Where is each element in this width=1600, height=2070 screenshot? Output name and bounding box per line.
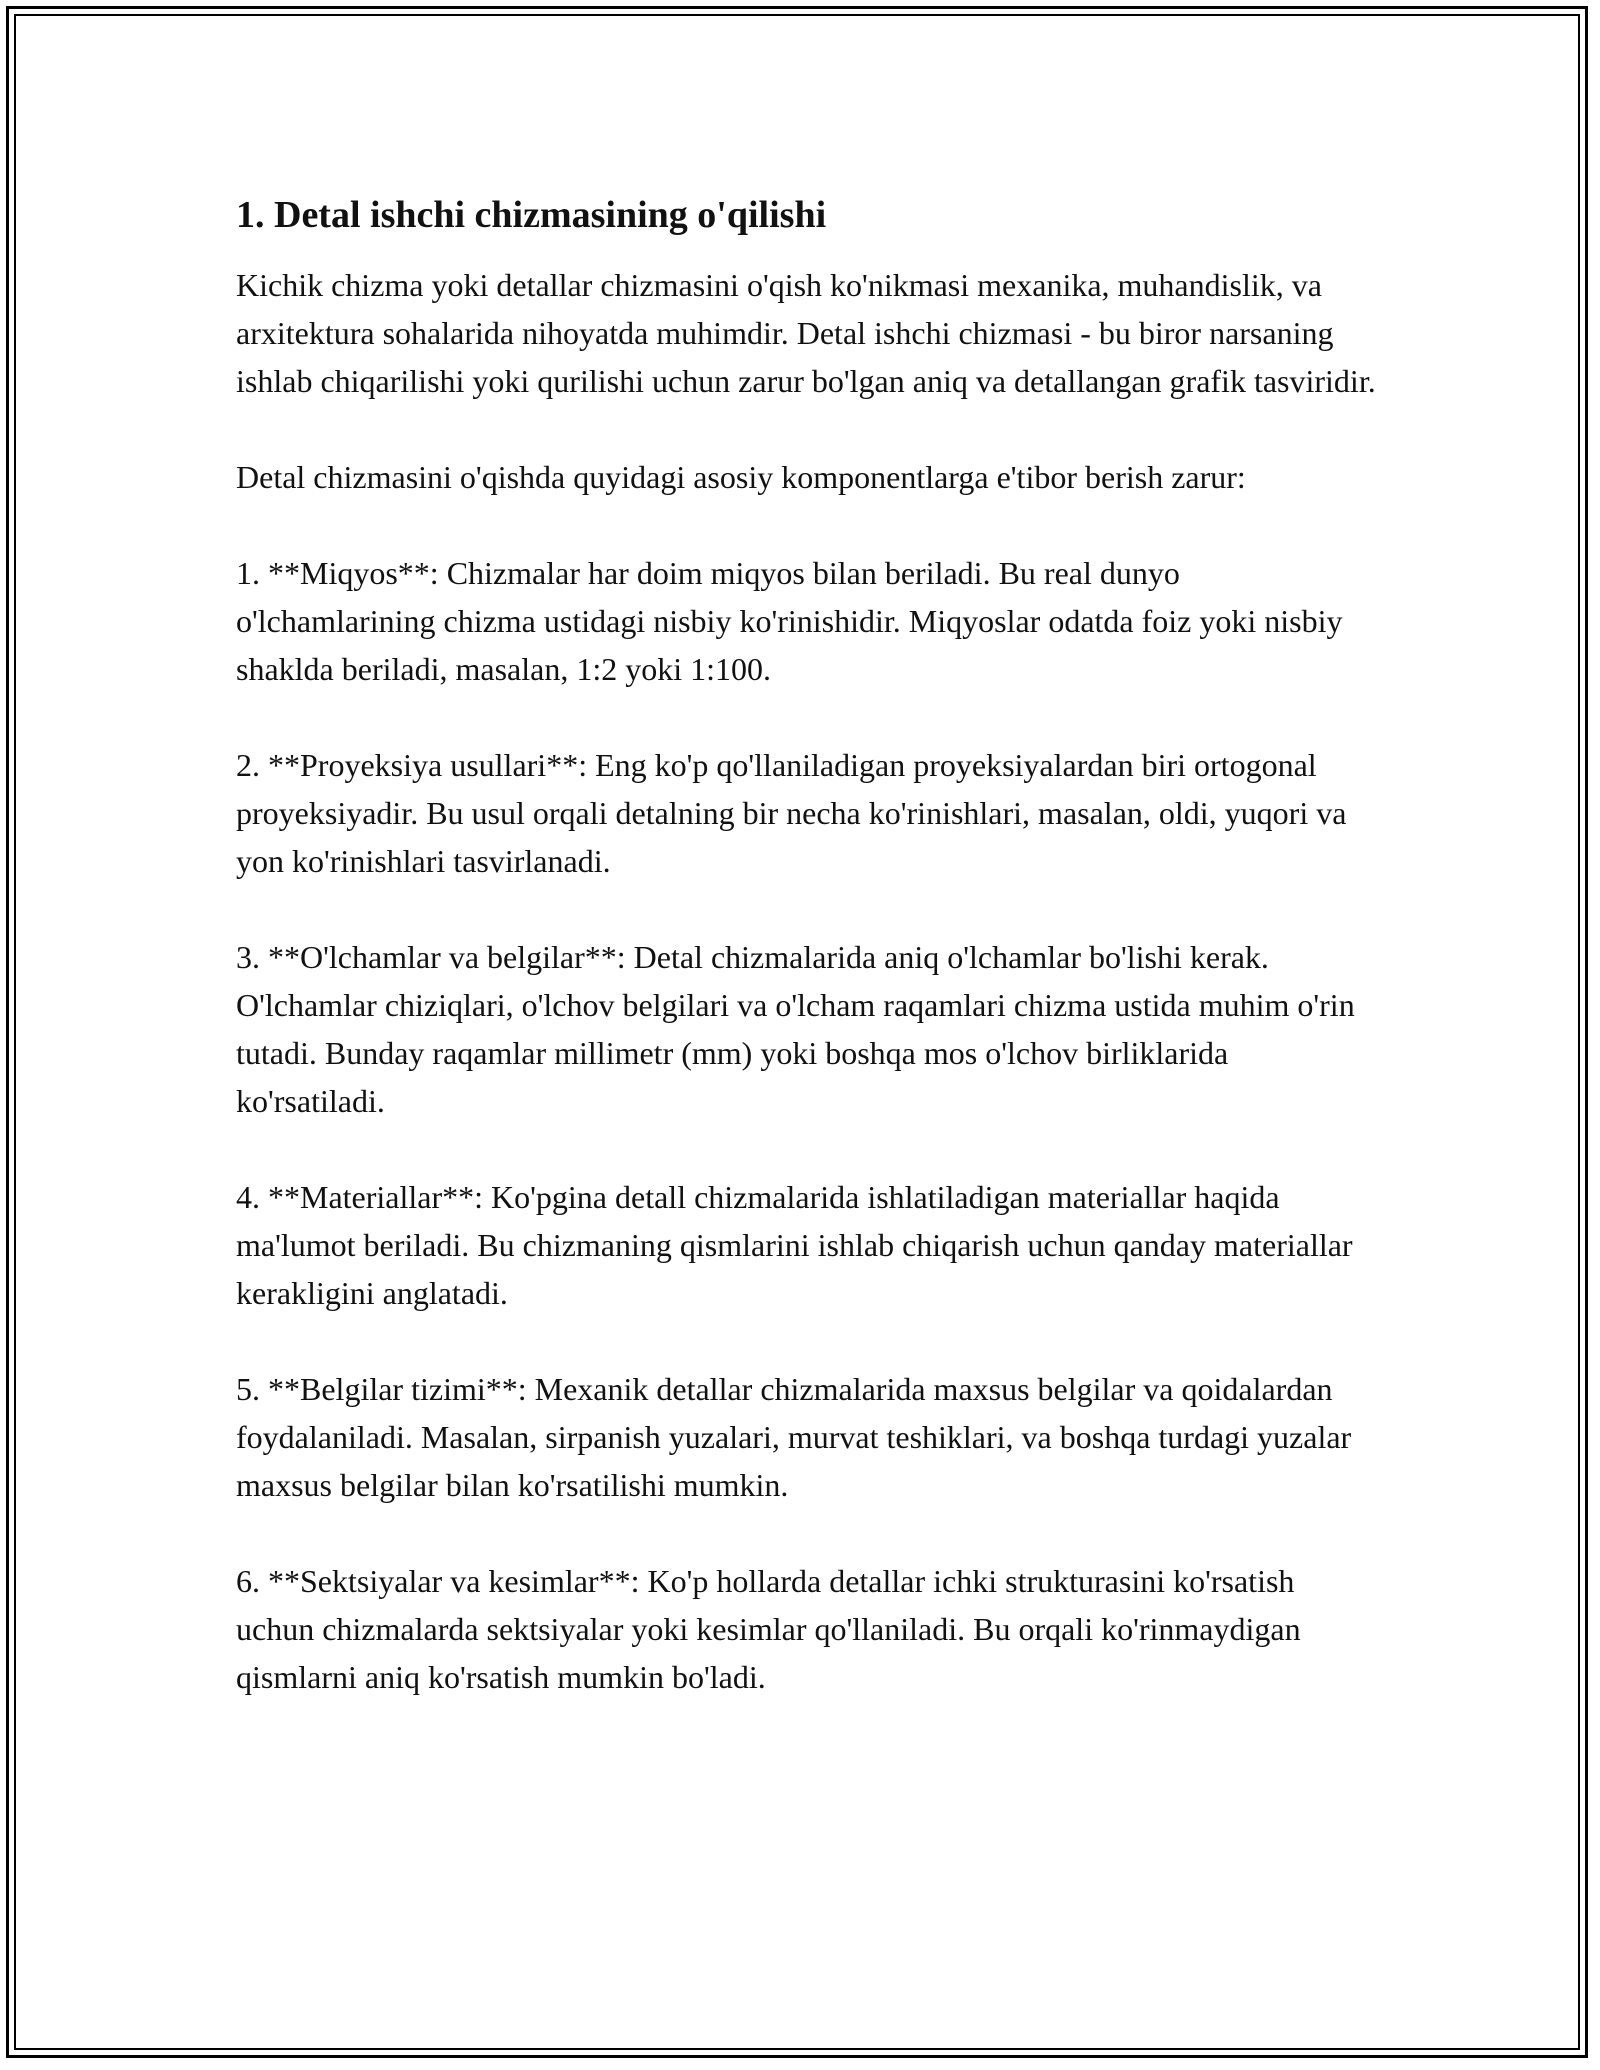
list-item-miqyos: 1. **Miqyos**: Chizmalar har doim miqyos bilan beriladi. Bu real dunyo o'lchamlarining chizma ustidagi nisbiy ko'rinishidir. Miqyoslar odatda foiz yoki nisbiy shaklda beriladi, masalan, 1:2 yoki 1:100.: [236, 555, 1343, 687]
document-body: [236, 183, 1376, 1749]
list-item-sektsiyalar-va-kesimlar: 6. **Sektsiyalar va kesimlar**: Ko'p hollarda detallar ichki strukturasini ko'rsatish uchun chizmalarda sektsiyalar yoki kesimlar qo'llaniladi. Bu orqali ko'rinmaydigan qismlarni aniq ko'rsatish mumkin bo'ladi.: [236, 1563, 1301, 1695]
components-lead-paragraph: Detal chizmasini o'qishda quyidagi asosiy komponentlarga e'tibor berish zarur:: [236, 459, 1246, 495]
list-item-materiallar: 4. **Materiallar**: Ko'pgina detall chizmalarida ishlatiladigan materiallar haqida ma'lumot beriladi. Bu chizmaning qismlarini ishlab chiqarish uchun qanday materiallar kerakligini anglatadi.: [236, 1179, 1353, 1311]
list-item-olchamlar-va-belgilar: 3. **O'lchamlar va belgilar**: Detal chizmalarida aniq o'lchamlar bo'lishi kerak. O'lchamlar chiziqlari, o'lchov belgilari va o'lcham raqamlari chizma ustida muhim o'rin tutadi. Bunday raqamlar millimetr (mm) yoki boshqa mos o'lchov birliklarida ko'rsatiladi.: [236, 939, 1355, 1119]
document-heading: 1. Detal ishchi chizmasining o'qilishi: [236, 194, 827, 236]
list-item-belgilar-tizimi: 5. **Belgilar tizimi**: Mexanik detallar chizmalarida maxsus belgilar va qoidalardan foydalaniladi. Masalan, sirpanish yuzalari, murvat teshiklari, va boshqa turdagi yuzalar maxsus belgilar bilan ko'rsatilishi mumkin.: [236, 1371, 1352, 1503]
intro-paragraph: Kichik chizma yoki detallar chizmasini o'qish ko'nikmasi mexanika, muhandislik, va arxitektura sohalarida nihoyatda muhimdir. Detal ishchi chizmasi - bu biror narsaning ishlab chiqarilishi yoki qurilishi uchun zarur bo'lgan aniq va detallangan grafik tasviridir.: [236, 267, 1376, 399]
list-item-proyeksiya-usullari: 2. **Proyeksiya usullari**: Eng ko'p qo'llaniladigan proyeksiyalardan biri ortogonal proyeksiyadir. Bu usul orqali detalning bir necha ko'rinishlari, masalan, oldi, yuqori va yon ko'rinishlari tasvirlanadi.: [236, 747, 1347, 879]
